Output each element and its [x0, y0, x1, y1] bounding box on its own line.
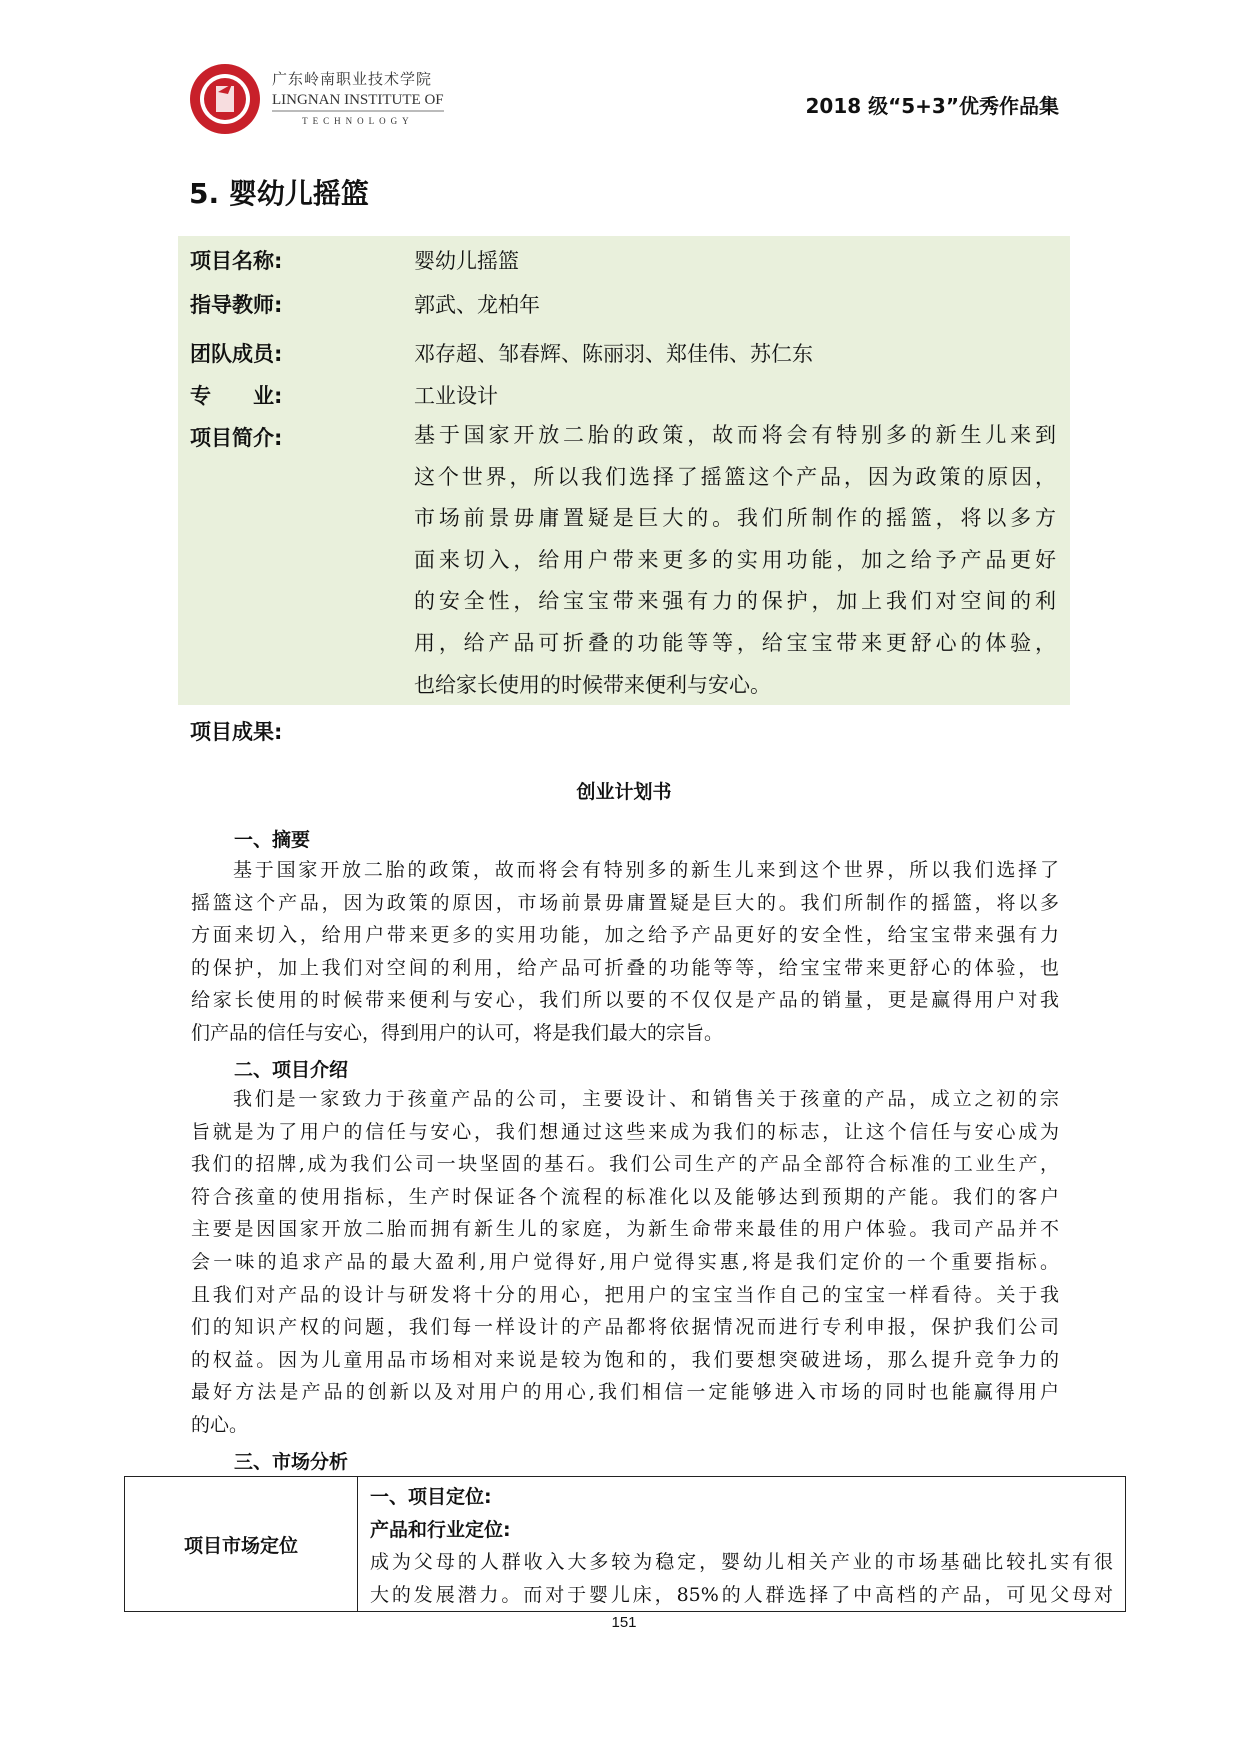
market-position-label: 项目市场定位: [125, 1477, 358, 1612]
collection-title: 2018 级“5+3”优秀作品集: [805, 94, 1059, 118]
page-number: 151: [611, 1614, 637, 1631]
paragraph-line: 摇篮这个产品，因为政策的原因，市场前景毋庸置疑是巨大的。我们所制作的摇篮，将以多: [191, 891, 1059, 914]
info-label: 团队成员:: [190, 342, 283, 366]
summary-paragraph: [191, 854, 1059, 1050]
paragraph-line: 基于国家开放二胎的政策，故而将会有特别多的新生儿来到这个世界，所以我们选择了: [233, 859, 1059, 881]
market-analysis-table: [124, 1476, 1126, 1612]
paragraph-line: 且我们对产品的设计与研发将十分的用心，把用户的宝宝当作自己的宝宝一样看待。关于我: [191, 1283, 1059, 1306]
paragraph-line: 的保护，加上我们对空间的利用，给产品可折叠的功能等等，给宝宝带来更舒心的体验，也: [191, 956, 1059, 979]
school-name-en-2: TECHNOLOGY: [302, 116, 414, 126]
summary-line: 用，给产品可折叠的功能等等，给宝宝带来更舒心的体验，: [414, 630, 1056, 655]
info-value-name: 婴幼儿摇篮: [414, 249, 519, 273]
summary-line: 这个世界，所以我们选择了摇篮这个产品，因为政策的原因，: [414, 464, 1056, 489]
paragraph-line: 给家长使用的时候带来便利与安心，我们所以要的不仅仅是产品的销量，更是赢得用户对我: [191, 989, 1059, 1012]
paragraph-line: 们的知识产权的问题，我们每一样设计的产品都将依据情况而进行专利申报，保护我们公司: [191, 1316, 1059, 1339]
section-heading-intro: 二、项目介绍: [234, 1059, 349, 1081]
school-name: [272, 68, 444, 126]
table-heading: 一、项目定位:: [370, 1486, 492, 1508]
market-position-content: [358, 1477, 1126, 1612]
summary-line: 市场前景毋庸置疑是巨大的。我们所制作的摇篮，将以多方: [414, 506, 1056, 531]
info-value-members: 邓存超、邹春辉、陈丽羽、郑佳伟、苏仁东: [414, 342, 813, 366]
paragraph-line: 会一味的追求产品的最大盈利,用户觉得好,用户觉得实惠,将是我们定价的一个重要指标。: [191, 1250, 1059, 1273]
summary-line: 基于国家开放二胎的政策，故而将会有特别多的新生儿来到: [414, 423, 1056, 447]
results-label: 项目成果:: [190, 720, 283, 744]
paragraph-line: 我们的招牌,成为我们公司一块坚固的基石。我们公司生产的产品全部符合标准的工业生产，: [191, 1153, 1059, 1176]
summary-line: 面来切入，给用户带来更多的实用功能，加之给予产品更好: [414, 547, 1056, 572]
paragraph-line: 的心。: [191, 1413, 249, 1436]
paragraph-line: 们产品的信任与安心，得到用户的认可，将是我们最大的宗旨。: [191, 1021, 724, 1044]
school-name-cn: 广东岭南职业技术学院: [272, 70, 433, 88]
section-heading-summary: 一、摘要: [234, 829, 311, 851]
paragraph-line: 的权益。因为儿童用品市场相对来说是较为饱和的，我们要想突破进场，那么提升竞争力的: [191, 1348, 1059, 1371]
plan-title: 创业计划书: [576, 781, 672, 803]
info-value-major: 工业设计: [414, 384, 498, 408]
info-label: 项目简介:: [190, 426, 283, 450]
paragraph-line: 符合孩童的使用指标，生产时保证各个流程的标准化以及能够达到预期的产能。我们的客户: [191, 1185, 1059, 1208]
intro-paragraph: [191, 1083, 1059, 1442]
info-value-advisors: 郭武、龙柏年: [414, 293, 540, 317]
section-title: 5. 婴幼儿摇篮: [189, 177, 369, 210]
school-name-en: LINGNAN INSTITUTE OF: [272, 92, 444, 112]
paragraph-line: 我们是一家致力于孩童产品的公司，主要设计、和销售关于孩童的产品，成立之初的宗: [233, 1088, 1059, 1110]
paragraph-line: 主要是因国家开放二胎而拥有新生儿的家庭，为新生命带来最佳的用户体验。我司产品并不: [191, 1218, 1059, 1241]
school-logo: [188, 62, 262, 136]
paragraph-line: 最好方法是产品的创新以及对用户的用心,我们相信一定能够进入市场的同时也能赢得用户: [191, 1381, 1059, 1404]
table-line: 大的发展潜力。而对于婴儿床，85%的人群选择了中高档的产品，可见父母对: [370, 1583, 1113, 1606]
info-label: 指导教师:: [190, 293, 283, 317]
section-heading-market: 三、市场分析: [234, 1451, 349, 1473]
table-subheading: 产品和行业定位:: [370, 1518, 511, 1541]
summary-line: 也给家长使用的时候带来便利与安心。: [414, 672, 771, 697]
summary-line: 的安全性，给宝宝带来强有力的保护，加上我们对空间的利: [414, 589, 1056, 614]
info-value-summary: [414, 415, 1056, 706]
paragraph-line: 方面来切入，给用户带来更多的实用功能，加之给予产品更好的安全性，给宝宝带来强有力: [191, 924, 1059, 947]
info-label: 项目名称:: [190, 249, 283, 273]
info-label: 专 业:: [190, 384, 283, 408]
paragraph-line: 旨就是为了用户的信任与安心，我们想通过这些来成为我们的标志，让这个信任与安心成为: [191, 1120, 1059, 1143]
table-line: 成为父母的人群收入大多较为稳定，婴幼儿相关产业的市场基础比较扎实有很: [370, 1551, 1113, 1574]
